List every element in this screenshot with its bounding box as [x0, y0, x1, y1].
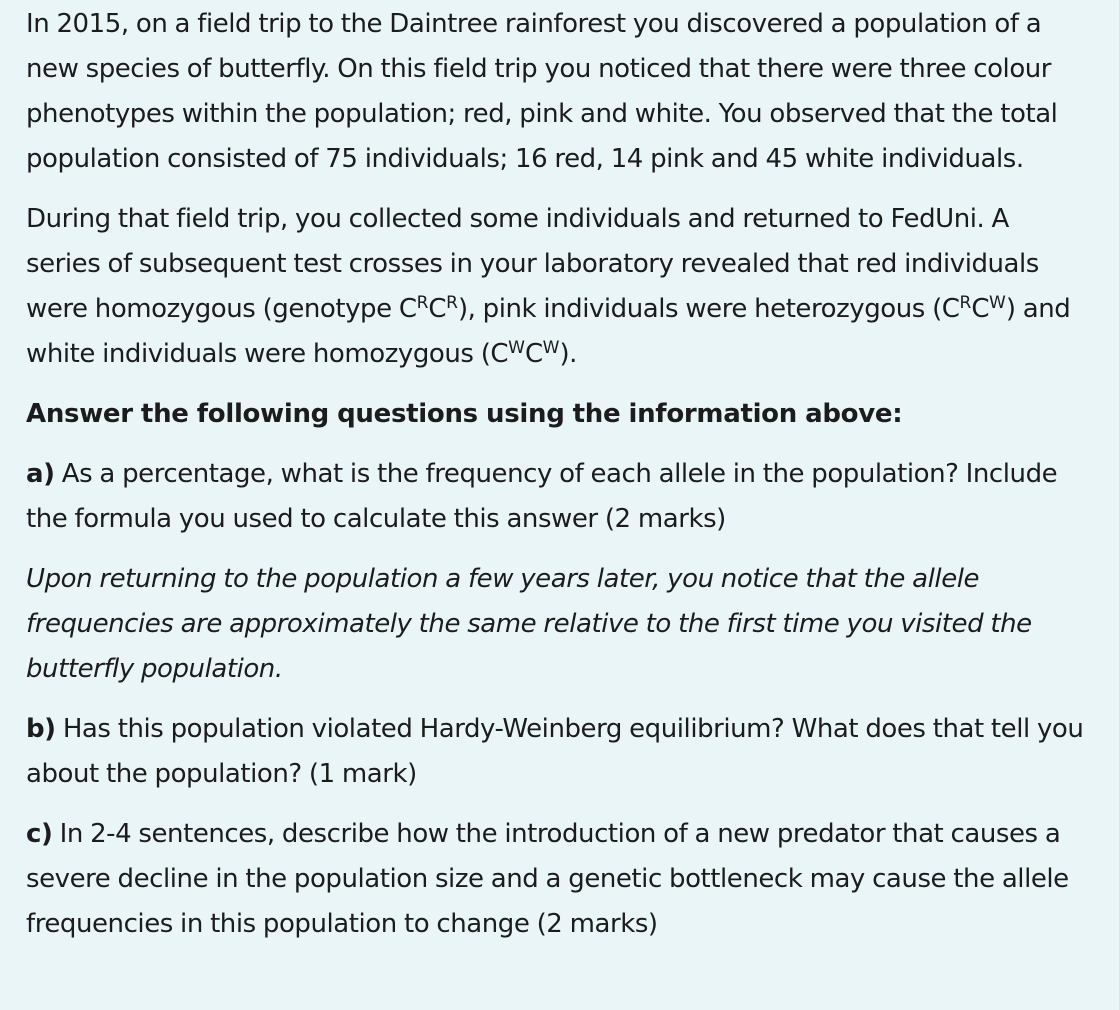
genotype-text-4: ).	[559, 339, 577, 369]
question-b-text: Has this population violated Hardy-Weinberg equilibrium? What does that tell you about the population? (1 mark)	[26, 714, 1084, 789]
genotype-white: $C^WC^W$	[490, 338, 560, 369]
question-a-label: a)	[26, 459, 55, 489]
question-c	[26, 812, 1089, 947]
follow-up-note: Upon returning to the population a few years later, you notice that the allele frequencies are approximately the same relative to the first time you visited the butterfly population.	[26, 564, 1032, 684]
question-c-text: In 2-4 sentences, describe how the introduction of a new predator that causes a severe decline in the population size and a genetic bottleneck may cause the allele frequencies in this population to change (2 marks)	[26, 819, 1069, 939]
question-c-label: c)	[26, 819, 53, 849]
instruction-heading: Answer the following questions using the information above:	[26, 399, 903, 429]
genotype-paragraph	[26, 197, 1089, 377]
question-b	[26, 707, 1089, 797]
genotype-pink: $C^RC^W$	[941, 293, 1006, 324]
genotype-text-2: ), pink individuals were heterozygous (	[457, 294, 942, 324]
question-b-label: b)	[26, 714, 56, 744]
genotype-text-3: ) and white individuals were homozygous (	[26, 294, 1071, 369]
intro-paragraph: In 2015, on a field trip to the Daintree rainforest you discovered a population of a new species of butterfly. On this field trip you noticed that there were three colour phenotypes within the population; red, pink and white. You observed that the total population consisted of 75 individuals; 16 red, 14 pink and 45 white individuals.	[26, 9, 1058, 174]
genotype-red: $C^RC^R$	[398, 293, 458, 324]
question-a	[26, 452, 1089, 542]
genotype-text-1: During that field trip, you collected some individuals and returned to FedUni. A series of subsequent test crosses in your laboratory revealed that red individuals were homozygous (genotype	[26, 204, 1039, 324]
question-a-text: As a percentage, what is the frequency of each allele in the population? Include the formula you used to calculate this answer (2 marks)	[26, 459, 1058, 534]
